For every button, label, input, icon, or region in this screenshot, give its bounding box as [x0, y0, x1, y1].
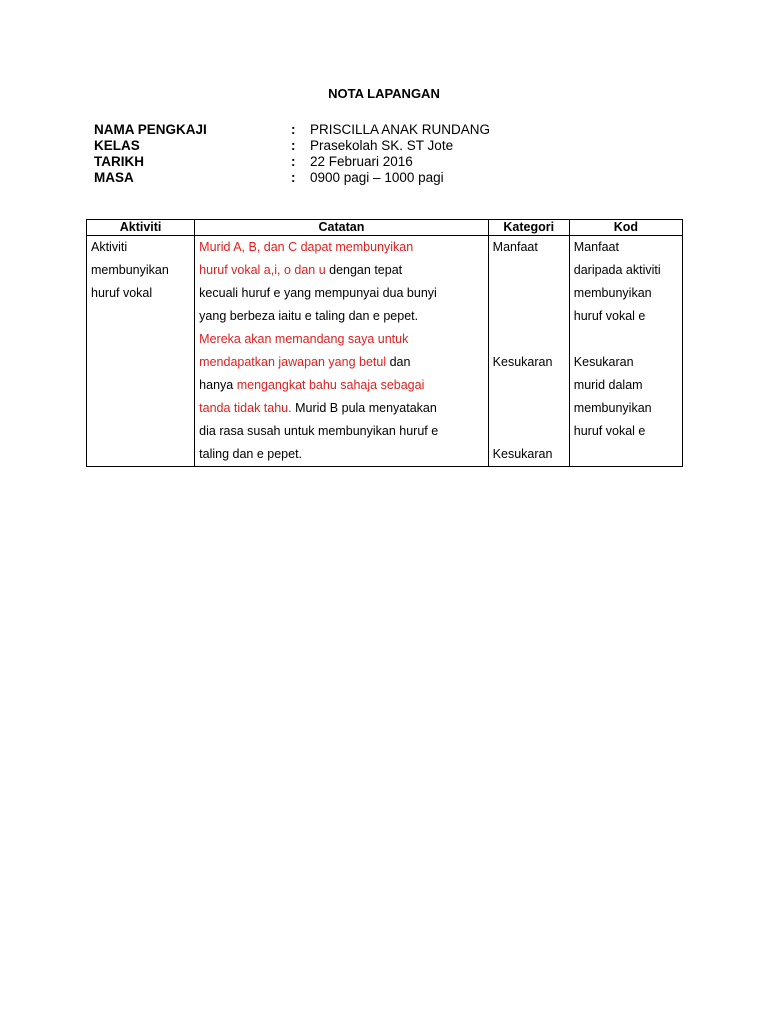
catatan-text: taling dan e pepet. [199, 447, 303, 461]
info-row-masa [94, 170, 490, 186]
header-kategori: Kategori [488, 220, 569, 236]
kategori-manfaat: Manfaat [492, 240, 538, 254]
info-block [94, 122, 490, 186]
cell-kategori [488, 236, 569, 467]
kod-line: Kesukaran [573, 355, 634, 369]
cell-kod [569, 236, 682, 467]
catatan-line [199, 351, 483, 374]
header-aktiviti: Aktiviti [87, 220, 195, 236]
info-label: MASA [94, 170, 134, 185]
info-colon: : [291, 122, 296, 137]
cell-catatan [195, 236, 488, 467]
aktiviti-line: Aktiviti [91, 240, 128, 254]
info-row-nama-pengkaji [94, 122, 490, 138]
catatan-line [199, 420, 483, 443]
kod-line: membunyikan [573, 286, 652, 300]
info-row-tarikh [94, 154, 490, 170]
aktiviti-line: membunyikan [91, 263, 169, 277]
catatan-line [199, 305, 483, 328]
catatan-text: Murid B pula menyatakan [291, 401, 437, 415]
table-row [87, 236, 683, 467]
catatan-text: dengan tepat [325, 263, 403, 277]
field-notes-table [86, 219, 683, 467]
info-value: PRISCILLA ANAK RUNDANG [310, 122, 491, 137]
info-colon: : [291, 138, 296, 153]
info-label: KELAS [94, 138, 140, 153]
info-value: Prasekolah SK. ST Jote [310, 138, 454, 153]
catatan-text-highlighted: tanda tidak tahu. [199, 401, 292, 415]
catatan-line [199, 328, 483, 351]
cell-aktiviti [87, 236, 195, 467]
catatan-line [199, 236, 483, 259]
catatan-line [199, 374, 483, 397]
kod-line: daripada aktiviti [573, 263, 661, 277]
kod-line: murid dalam [573, 378, 643, 392]
aktiviti-line: huruf vokal [91, 286, 153, 300]
kod-line: huruf vokal e [573, 424, 646, 438]
catatan-text-highlighted: Mereka akan memandang saya untuk [199, 332, 409, 346]
info-row-kelas [94, 138, 490, 154]
catatan-text-highlighted: mendapatkan jawapan yang betul [199, 355, 387, 369]
kategori-kesukaran: Kesukaran [492, 447, 553, 461]
table-header-row [87, 220, 683, 236]
info-value: 0900 pagi – 1000 pagi [310, 170, 444, 185]
catatan-text-highlighted: mengangkat bahu sahaja sebagai [236, 378, 425, 392]
catatan-line [199, 397, 483, 420]
catatan-line [199, 443, 483, 466]
info-colon: : [291, 154, 296, 169]
catatan-text: hanya [199, 378, 237, 392]
catatan-line [199, 282, 483, 305]
info-colon: : [291, 170, 296, 185]
kod-line: membunyikan [573, 401, 652, 415]
catatan-text: yang berbeza iaitu e taling dan e pepet. [199, 309, 419, 323]
kod-line: Manfaat [573, 240, 619, 254]
kategori-kesukaran: Kesukaran [492, 355, 553, 369]
catatan-text: dan [386, 355, 411, 369]
header-catatan: Catatan [195, 220, 488, 236]
header-kod: Kod [569, 220, 682, 236]
catatan-text: dia rasa susah untuk membunyikan huruf e [199, 424, 439, 438]
kod-line: huruf vokal e [573, 309, 646, 323]
catatan-line [199, 259, 483, 282]
catatan-text: kecuali huruf e yang mempunyai dua bunyi [199, 286, 437, 300]
catatan-text-highlighted: Murid A, B, dan C dapat membunyikan [199, 240, 414, 254]
info-label: TARIKH [94, 154, 144, 169]
catatan-text-highlighted: huruf vokal a,i, o dan u [199, 263, 326, 277]
document-title: NOTA LAPANGAN [328, 86, 440, 101]
info-value: 22 Februari 2016 [310, 154, 413, 169]
info-label: NAMA PENGKAJI [94, 122, 207, 137]
